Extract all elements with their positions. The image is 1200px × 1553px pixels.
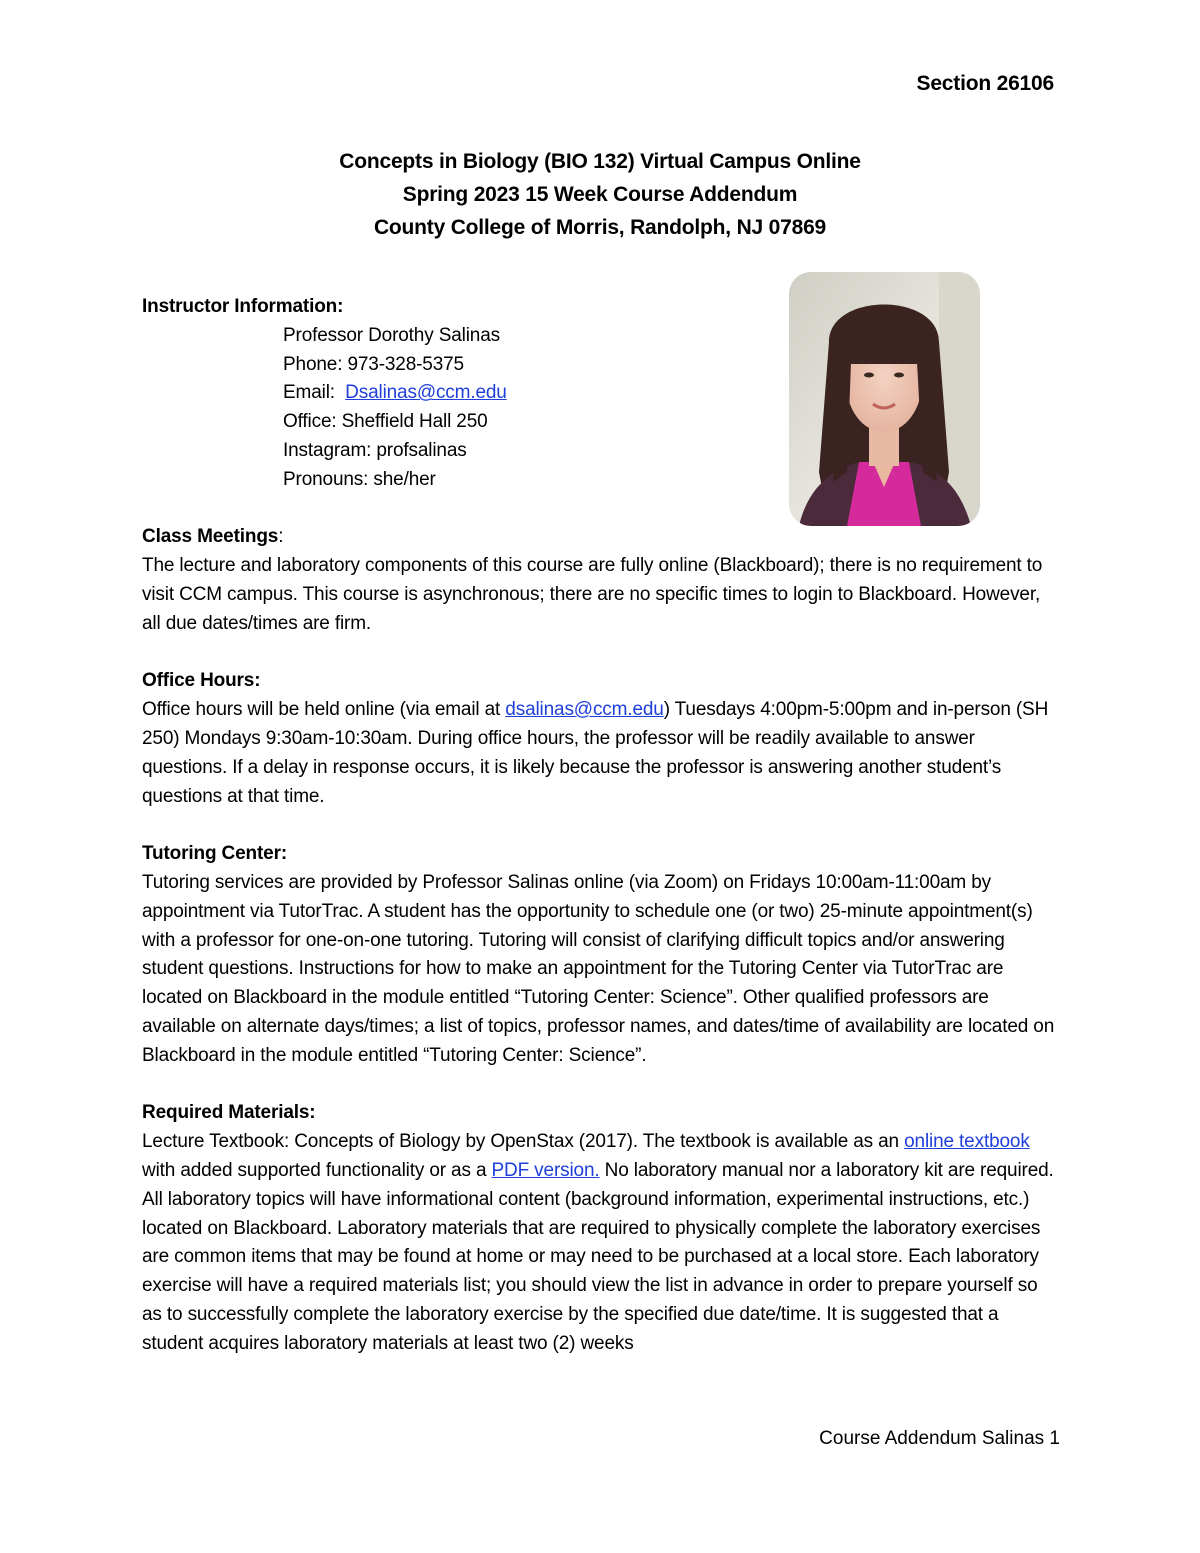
document-body xyxy=(142,293,1060,1358)
page-footer xyxy=(819,1428,1060,1450)
title-line-1: Concepts in Biology (BIO 132) Virtual Campus Online xyxy=(339,150,861,173)
materials-text-2: with added supported functionality or as a xyxy=(142,1159,492,1181)
tutoring-text: Tutoring services are provided by Professor Salinas online (via Zoom) on Fridays 10:00am-11:00am by appointment via TutorTrac. A student has the opportunity to schedule one (or two) 25-minute appointment(s) with a professor for one-on-one tutoring. Tutoring will consist of clarifying difficult topics and/or answering student questions. Instructions for how to make an appointment for the Tutoring Center via TutorTrac are located on Blackboard in the module entitled “Tutoring Center: Science”. Other qualified professors are available on alternate days/times; a list of topics, professor names, and dates/time of availability are located on Blackboard in the module entitled “Tutoring Center: Science”. xyxy=(142,871,1055,1066)
instructor-heading: Instructor Information: xyxy=(142,296,344,317)
title-line-3: County College of Morris, Randolph, NJ 07869 xyxy=(373,216,827,239)
title-line-2: Spring 2023 15 Week Course Addendum xyxy=(402,183,798,206)
class-meetings-heading: Class Meetings xyxy=(142,526,279,548)
office-hours-text-before: Office hours will be held online (via email at xyxy=(142,699,506,721)
instructor-phone: Phone: 973-328-5375 xyxy=(283,353,464,375)
class-meetings-heading-line xyxy=(142,523,1060,552)
office-hours-email-link[interactable]: dsalinas@ccm.edu xyxy=(505,699,664,721)
class-meetings-text: The lecture and laboratory components of this course are fully online (Blackboard); there is no requirement to visit CCM campus. This course is asynchronous; there are no specific times to login to Blackboard. However, all due dates/times are firm. xyxy=(142,555,1043,634)
pdf-version-link[interactable]: PDF version. xyxy=(491,1159,600,1181)
materials-text xyxy=(142,1128,1060,1358)
office-hours-heading: Office Hours: xyxy=(142,670,261,692)
materials-text-3: No laboratory manual nor a laboratory kit are required. All laboratory topics will have informational content (background information, experimental instructions, etc.) located on Blackboard. Laboratory materials that are required to physically complete the laboratory exercises are common items that may be found at home or may need to be purchased at a local store. Each laboratory exercise will have a required materials list; you should view the list in advance in order to prepare yourself so as to successfully complete the laboratory exercise by the specified due date/time. It is suggested that a student acquires laboratory materials at least two (2) weeks xyxy=(142,1159,1054,1354)
instructor-instagram: Instagram: profsalinas xyxy=(283,439,467,461)
email-label: Email: xyxy=(283,382,335,404)
document-title xyxy=(0,145,1200,244)
section-number: Section 26106 xyxy=(916,72,1054,95)
instructor-office: Office: Sheffield Hall 250 xyxy=(283,411,488,433)
class-meetings-colon: : xyxy=(278,526,284,548)
office-hours-text xyxy=(142,696,1060,811)
office-hours-text-after: ) Tuesdays 4:00pm-5:00pm and in-person (SH 250) Mondays 9:30am-10:30am. During office hours, the professor will be readily available to answer questions. If a delay in response occurs, it is likely because the professor is answering another student’s questions at that time. xyxy=(142,699,1049,807)
instructor-email-link[interactable]: Dsalinas@ccm.edu xyxy=(345,382,507,404)
page-number: 1 xyxy=(1049,1428,1060,1449)
online-textbook-link[interactable]: online textbook xyxy=(904,1131,1030,1153)
materials-heading: Required Materials: xyxy=(142,1102,316,1124)
materials-text-1: Lecture Textbook: Concepts of Biology by OpenStax (2017). The textbook is available as an xyxy=(142,1131,905,1153)
instructor-email-line xyxy=(142,379,1060,408)
tutoring-heading: Tutoring Center: xyxy=(142,843,288,865)
instructor-pronouns: Pronouns: she/her xyxy=(283,468,436,490)
footer-label: Course Addendum Salinas xyxy=(819,1428,1045,1449)
instructor-name: Professor Dorothy Salinas xyxy=(283,324,500,346)
